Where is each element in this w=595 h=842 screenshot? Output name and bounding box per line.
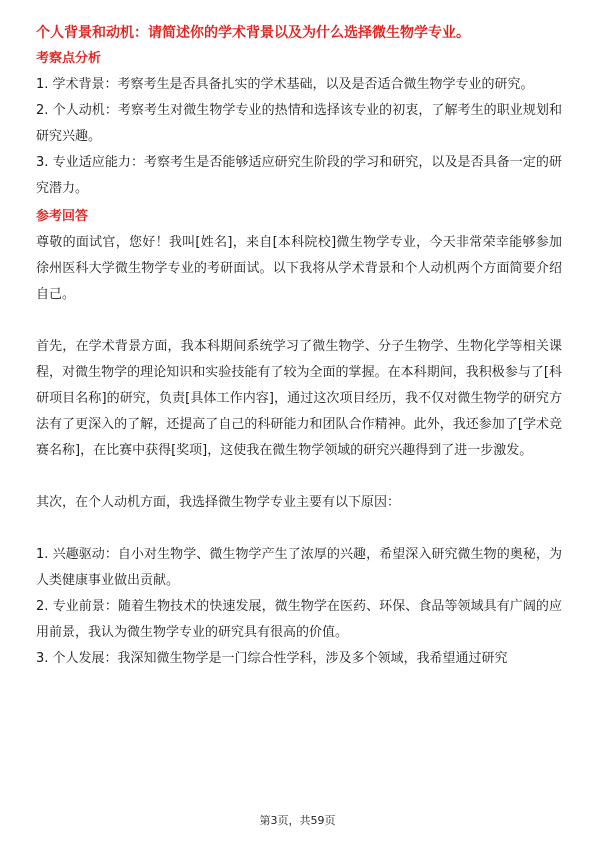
document-page <box>36 22 562 672</box>
reason-item-2: 2. 专业前景：随着生物技术的快速发展，微生物学在医药、环保、食品等领域具有广阔的应用前景，我认为微生物学专业的研究具有很高的价值。 <box>36 599 562 640</box>
analysis-point-2: 2. 个人动机：考察考生对微生物学专业的热情和选择该专业的初衷，了解考生的职业规划和研究兴趣。 <box>36 103 562 144</box>
answer-heading: 参考回答 <box>36 209 89 224</box>
reason-item-3: 3. 个人发展：我深知微生物学是一门综合性学科，涉及多个领域，我希望通过研究 <box>36 651 508 666</box>
answer-intro: 尊敬的面试官，您好！我叫[姓名]，来自[本科院校]微生物学专业，今天非常荣幸能够参加徐州医科大学微生物学专业的考研面试。以下我将从学术背景和个人动机两个方面简要介绍自己。 <box>36 235 562 302</box>
question-title: 个人背景和动机：请简述你的学术背景以及为什么选择微生物学专业。 <box>36 25 470 41</box>
reason-item-1: 1. 兴趣驱动：自小对生物学、微生物学产生了浓厚的兴趣，希望深入研究微生物的奥秘，为人类健康事业做出贡献。 <box>36 547 562 588</box>
answer-academic-background: 首先，在学术背景方面，我本科期间系统学习了微生物学、分子生物学、生物化学等相关课程，对微生物学的理论知识和实验技能有了较为全面的掌握。在本科期间，我积极参与了[科研项目名称]的研究，负责[具体工作内容]，通过这次项目经历，我不仅对微生物学的研究方法有了更深入的了解，还提高了自己的科研能力和团队合作精神。此外，我还参加了[学术竞赛名称]，在比赛中获得[奖项]，这使我在微生物学领域的研究兴趣得到了进一步激发。 <box>36 339 562 458</box>
analysis-point-1: 1. 学术背景：考察考生是否具备扎实的学术基础，以及是否适合微生物学专业的研究。 <box>36 77 534 92</box>
page-number: 第3页，共59页 <box>259 814 336 827</box>
analysis-point-3: 3. 专业适应能力：考察考生是否能够适应研究生阶段的学习和研究，以及是否具备一定的研究潜力。 <box>36 155 562 196</box>
analysis-heading: 考察点分析 <box>36 51 102 66</box>
answer-motivation-intro: 其次，在个人动机方面，我选择微生物学专业主要有以下原因： <box>36 495 401 510</box>
